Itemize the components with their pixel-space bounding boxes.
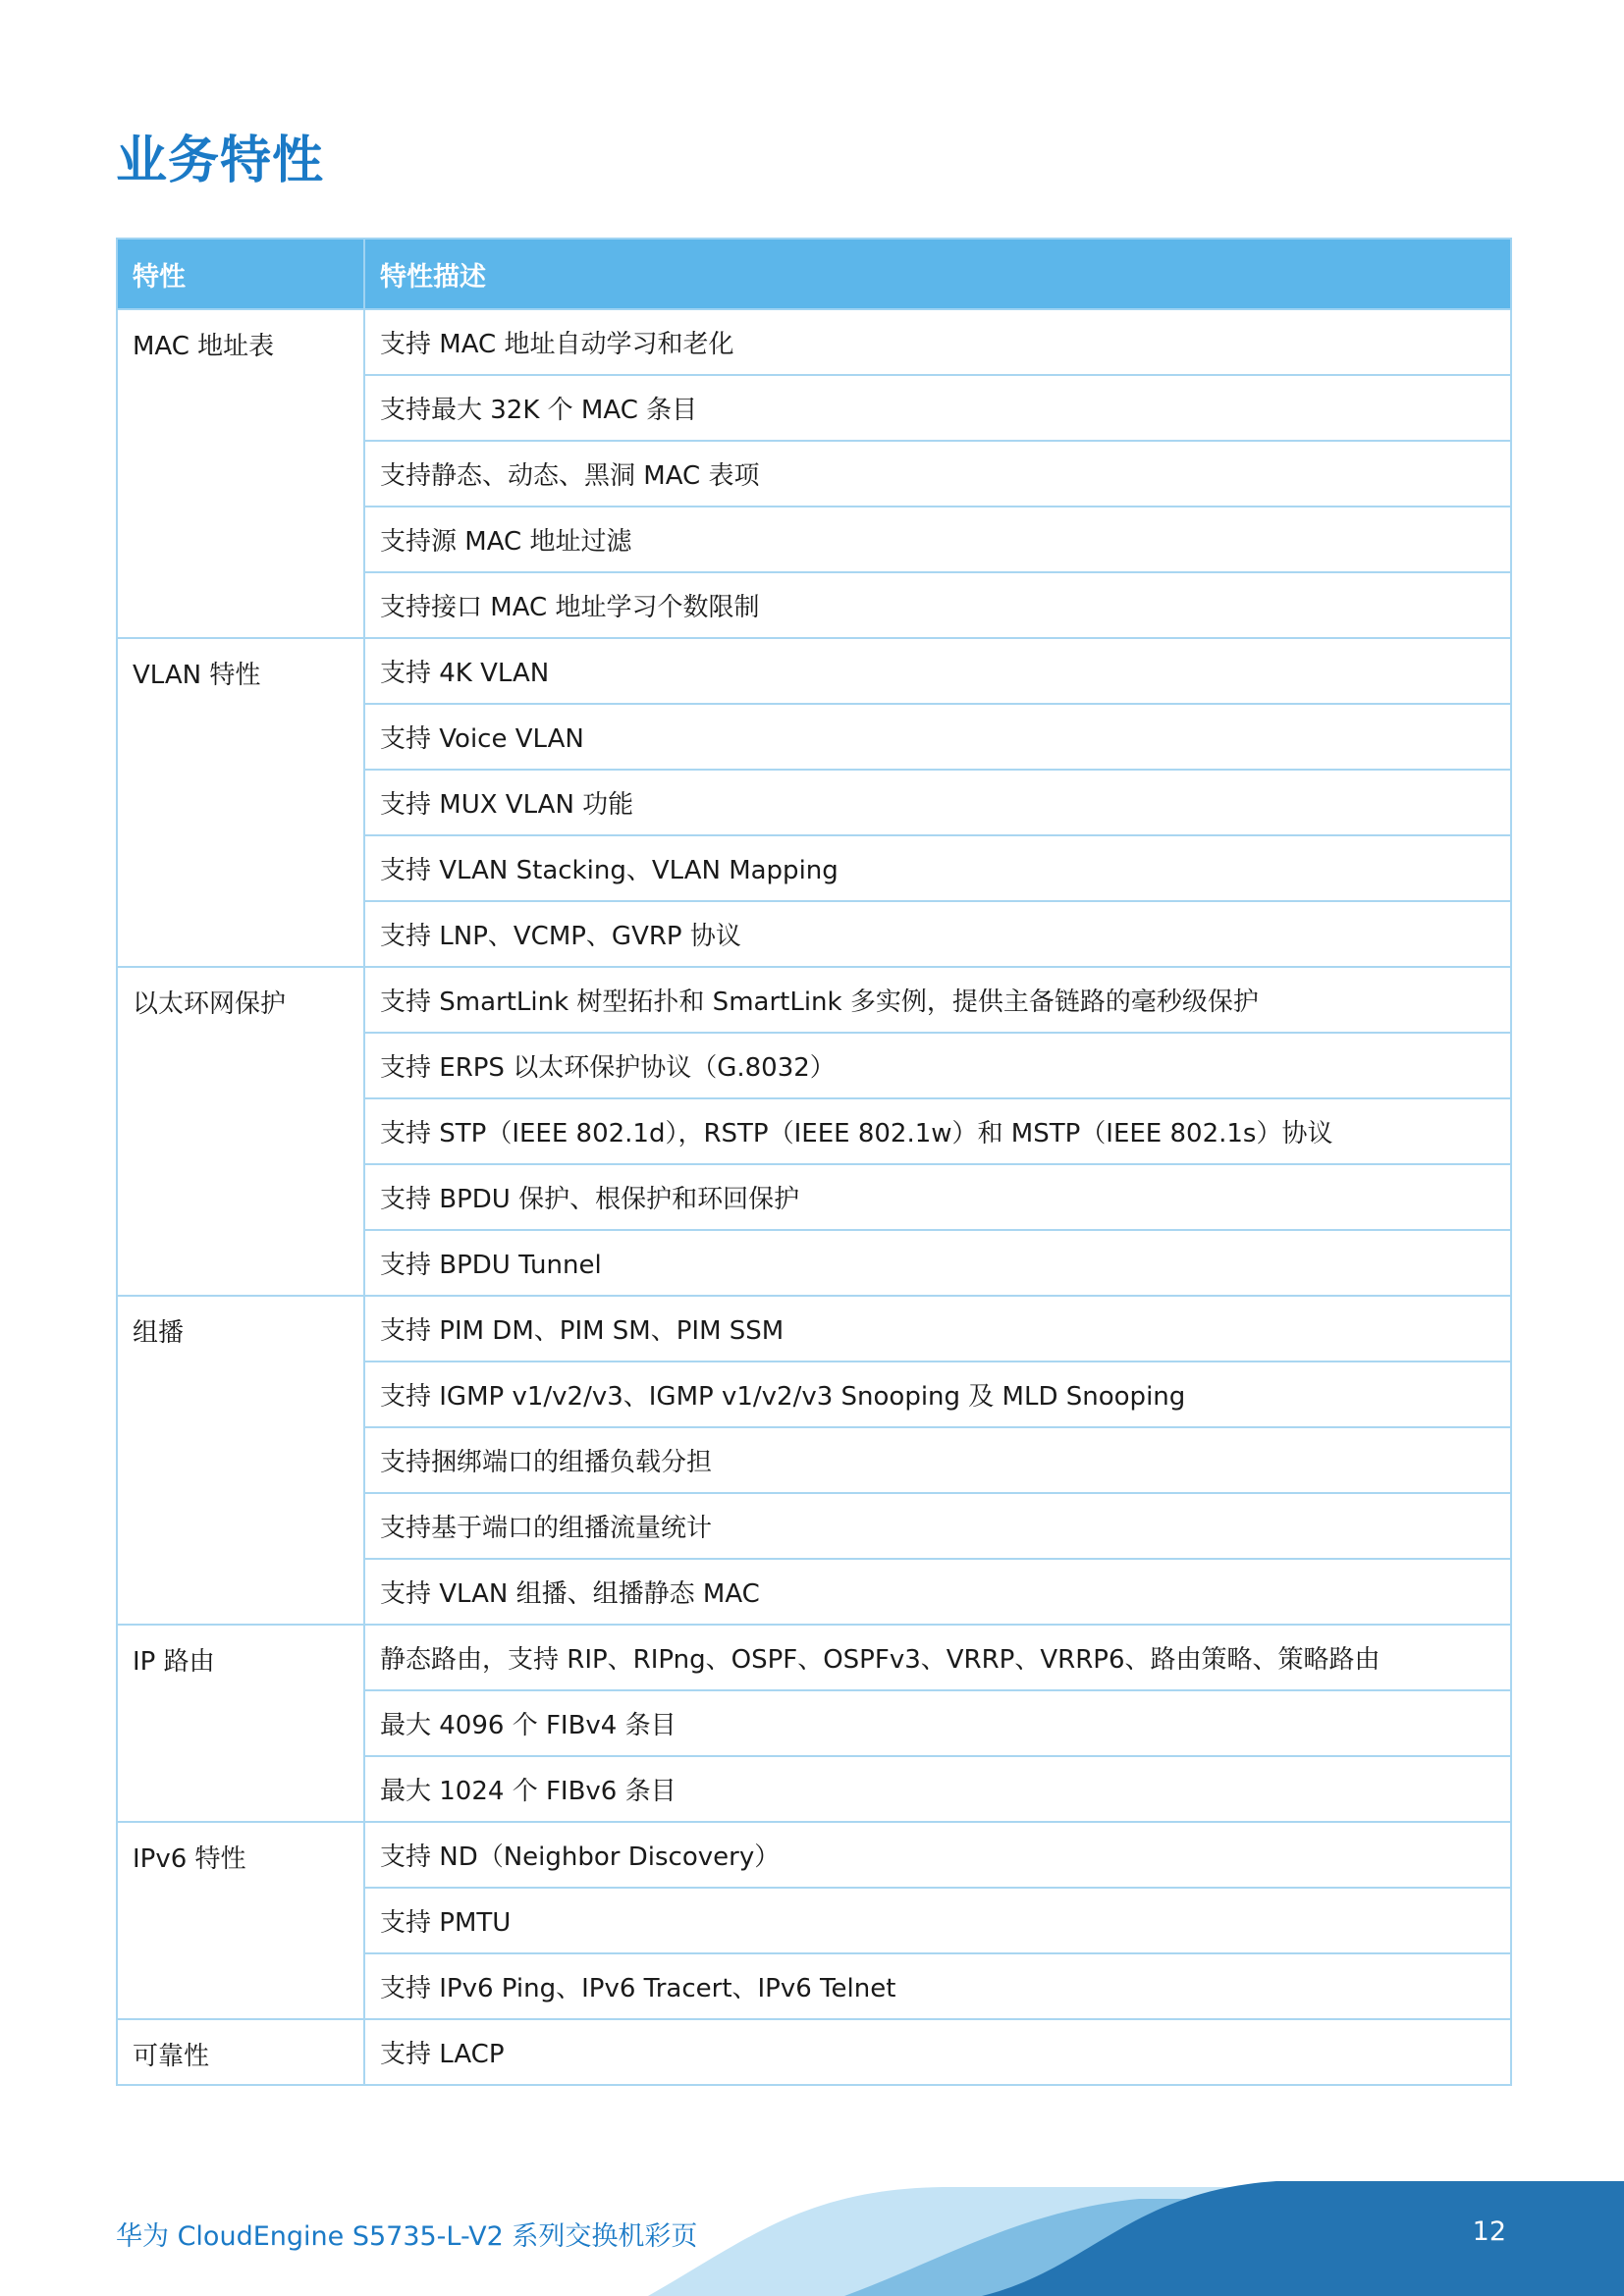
page-title: 业务特性 bbox=[116, 132, 325, 190]
feature-name-cell: VLAN 特性 bbox=[117, 638, 364, 967]
feature-description-cell: 支持 4K VLAN bbox=[364, 638, 1511, 704]
feature-description-cell: 最大 1024 个 FIBv6 条目 bbox=[364, 1756, 1511, 1822]
feature-description-cell: 支持 IGMP v1/v2/v3、IGMP v1/v2/v3 Snooping 及 MLD Snooping bbox=[364, 1362, 1511, 1427]
table-row bbox=[117, 967, 1511, 1033]
feature-description-cell: 支持静态、动态、黑洞 MAC 表项 bbox=[364, 441, 1511, 507]
feature-description-cell: 支持 Voice VLAN bbox=[364, 704, 1511, 770]
feature-description-cell: 支持 ERPS 以太环保护协议（G.8032） bbox=[364, 1033, 1511, 1098]
table-row bbox=[117, 2019, 1511, 2085]
feature-description-cell: 支持 PMTU bbox=[364, 1888, 1511, 1953]
table-row bbox=[117, 1822, 1511, 1888]
feature-table bbox=[116, 238, 1512, 2086]
feature-description-cell: 支持捆绑端口的组播负载分担 bbox=[364, 1427, 1511, 1493]
feature-name-cell: IP 路由 bbox=[117, 1625, 364, 1822]
header-feature: 特性 bbox=[117, 239, 364, 309]
feature-description-cell: 支持 PIM DM、PIM SM、PIM SSM bbox=[364, 1296, 1511, 1362]
feature-name-cell: 组播 bbox=[117, 1296, 364, 1625]
table-row bbox=[117, 309, 1511, 375]
feature-description-cell: 支持 BPDU 保护、根保护和环回保护 bbox=[364, 1164, 1511, 1230]
table-row bbox=[117, 638, 1511, 704]
feature-name-cell: 可靠性 bbox=[117, 2019, 364, 2085]
feature-description-cell: 支持 MUX VLAN 功能 bbox=[364, 770, 1511, 835]
header-description: 特性描述 bbox=[364, 239, 1511, 309]
feature-description-cell: 支持 LACP bbox=[364, 2019, 1511, 2085]
feature-description-cell: 支持接口 MAC 地址学习个数限制 bbox=[364, 572, 1511, 638]
footer bbox=[0, 2181, 1624, 2296]
feature-description-cell: 静态路由，支持 RIP、RIPng、OSPF、OSPFv3、VRRP、VRRP6、路由策略、策略路由 bbox=[364, 1625, 1511, 1690]
feature-name-cell: 以太环网保护 bbox=[117, 967, 364, 1296]
feature-description-cell: 支持 MAC 地址自动学习和老化 bbox=[364, 309, 1511, 375]
page-number: 12 bbox=[1472, 2216, 1506, 2247]
table-row bbox=[117, 1296, 1511, 1362]
table-row bbox=[117, 1625, 1511, 1690]
table-header-row bbox=[117, 239, 1511, 309]
feature-description-cell: 支持 ND（Neighbor Discovery） bbox=[364, 1822, 1511, 1888]
feature-description-cell: 支持基于端口的组播流量统计 bbox=[364, 1493, 1511, 1559]
feature-description-cell: 支持 IPv6 Ping、IPv6 Tracert、IPv6 Telnet bbox=[364, 1953, 1511, 2019]
feature-description-cell: 支持 SmartLink 树型拓扑和 SmartLink 多实例，提供主备链路的毫秒级保护 bbox=[364, 967, 1511, 1033]
footer-product-text: 华为 CloudEngine S5735-L-V2 系列交换机彩页 bbox=[116, 2221, 698, 2252]
feature-description-cell: 支持 VLAN 组播、组播静态 MAC bbox=[364, 1559, 1511, 1625]
feature-description-cell: 支持 BPDU Tunnel bbox=[364, 1230, 1511, 1296]
feature-description-cell: 支持源 MAC 地址过滤 bbox=[364, 507, 1511, 572]
feature-description-cell: 最大 4096 个 FIBv4 条目 bbox=[364, 1690, 1511, 1756]
feature-description-cell: 支持 STP（IEEE 802.1d），RSTP（IEEE 802.1w）和 MSTP（IEEE 802.1s）协议 bbox=[364, 1098, 1511, 1164]
feature-description-cell: 支持 VLAN Stacking、VLAN Mapping bbox=[364, 835, 1511, 901]
feature-name-cell: IPv6 特性 bbox=[117, 1822, 364, 2019]
feature-description-cell: 支持最大 32K 个 MAC 条目 bbox=[364, 375, 1511, 441]
feature-name-cell: MAC 地址表 bbox=[117, 309, 364, 638]
feature-description-cell: 支持 LNP、VCMP、GVRP 协议 bbox=[364, 901, 1511, 967]
table-body bbox=[117, 309, 1511, 2085]
